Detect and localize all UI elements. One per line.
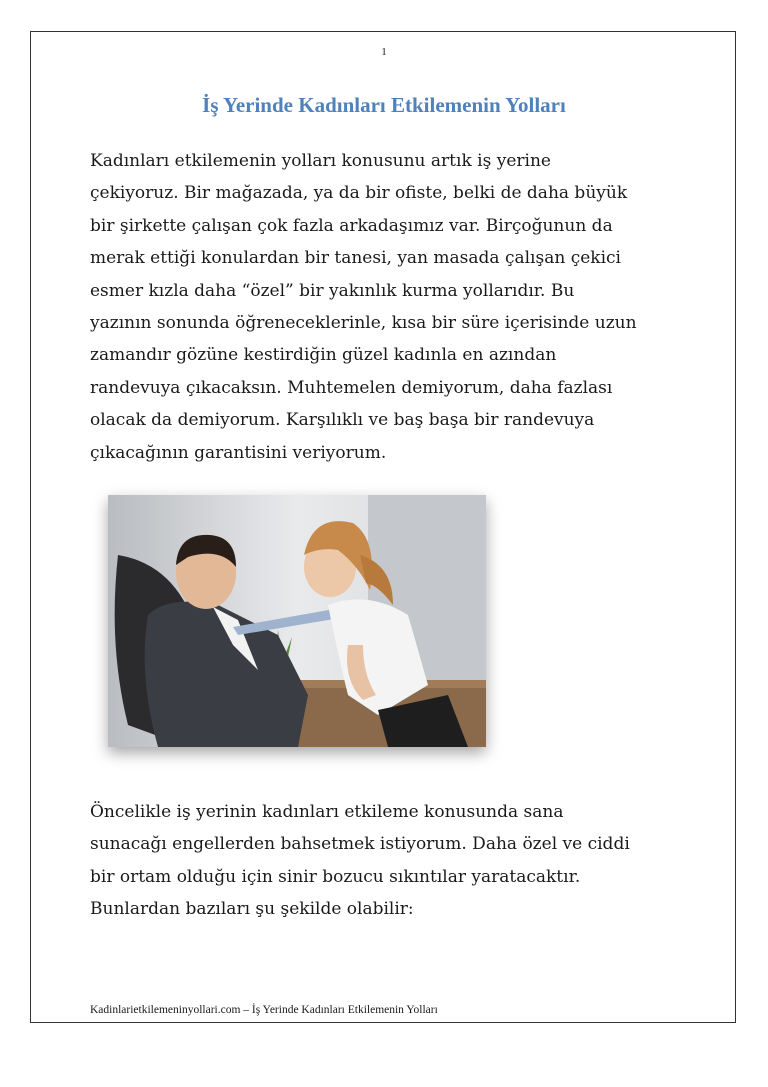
- text-line: Bunlardan bazıları şu şekilde olabilir:: [90, 899, 414, 920]
- text-line: zamandır gözüne kestirdiğin güzel kadınla en azından: [90, 345, 557, 366]
- paragraph-intro: [90, 145, 690, 469]
- office-photo: [108, 495, 486, 747]
- text-line: Kadınları etkilemenin yolları konusunu artık iş yerine: [90, 151, 551, 171]
- office-photo-illustration: [108, 495, 486, 747]
- text-line: olacak da demiyorum. Karşılıklı ve baş başa bir randevuya: [90, 410, 595, 431]
- text-line: merak ettiği konulardan bir tanesi, yan masada çalışan çekici: [90, 248, 621, 269]
- text-line: esmer kızla daha “özel” bir yakınlık kurma yollarıdır. Bu: [90, 280, 575, 301]
- paragraph-obstacles: [90, 796, 690, 926]
- text-line: yazının sonunda öğreneceklerinle, kısa bir süre içerisinde uzun: [90, 313, 637, 334]
- document-title: İş Yerinde Kadınları Etkilemenin Yolları: [202, 93, 566, 117]
- text-line: sunacağı engellerden bahsetmek istiyorum. Daha özel ve ciddi: [90, 834, 630, 855]
- text-line: Öncelikle iş yerinin kadınları etkileme konusunda sana: [90, 802, 564, 822]
- page-footer: Kadinlarietkilemeninyollari.com – İş Yerinde Kadınları Etkilemenin Yolları: [90, 1004, 438, 1016]
- text-line: çıkacağının garantisini veriyorum.: [90, 442, 387, 463]
- page-number: 1: [381, 46, 387, 58]
- text-line: bir şirkette çalışan çok fazla arkadaşımız var. Birçoğunun da: [90, 215, 613, 236]
- text-line: bir ortam olduğu için sinir bozucu sıkıntılar yaratacaktır.: [90, 866, 581, 887]
- text-line: çekiyoruz. Bir mağazada, ya da bir ofiste, belki de daha büyük: [90, 183, 628, 204]
- text-line: randevuya çıkacaksın. Muhtemelen demiyorum, daha fazlası: [90, 377, 613, 398]
